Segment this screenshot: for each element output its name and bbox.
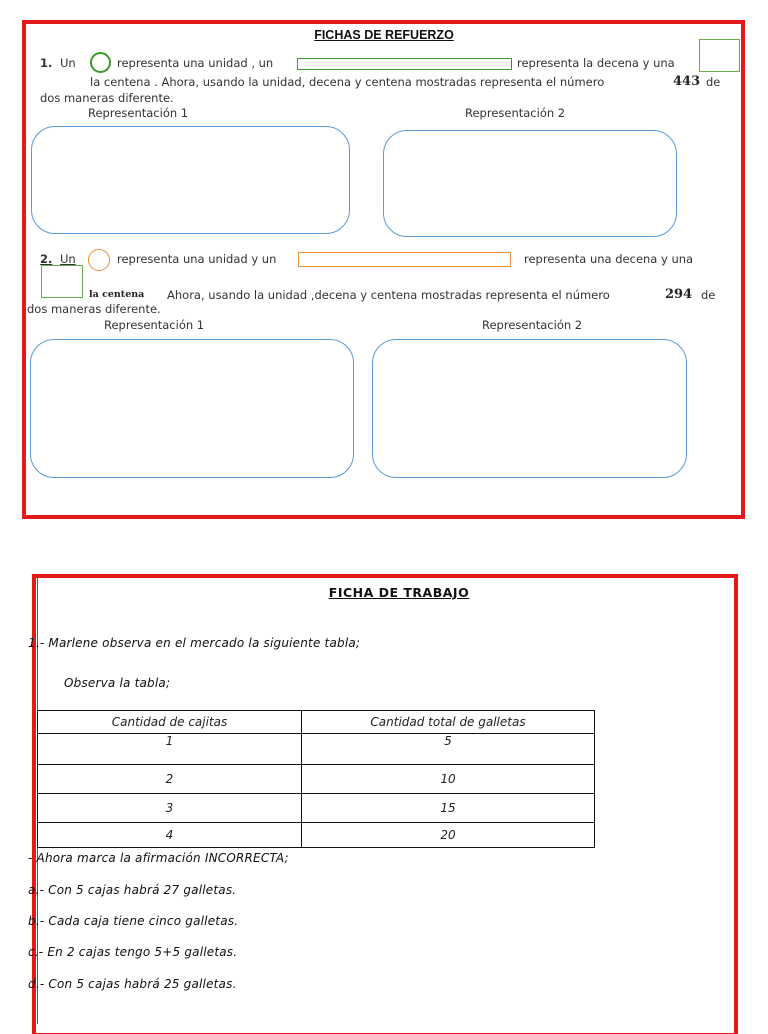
trabajo-title: FICHA DE TRABAJO: [328, 585, 470, 600]
q1-rep2-label: Representación 2: [465, 106, 566, 120]
q2-representation-2-box[interactable]: [372, 339, 687, 478]
q2-text-de: de: [701, 288, 716, 302]
table-row: [38, 734, 595, 765]
table-row: [38, 794, 595, 823]
hundred-square-icon: [41, 265, 83, 298]
unit-circle-icon: [88, 249, 110, 271]
refuerzo-title: FICHAS DE REFUERZO: [314, 28, 454, 42]
q2-text-un: Un: [60, 252, 76, 266]
table-row: [38, 823, 595, 848]
cookie-table: [37, 710, 595, 848]
hundred-square-icon: [699, 39, 740, 72]
table-cell: 15: [302, 794, 595, 823]
table-row: [38, 765, 595, 794]
q2-text-decena: representa una decena y una: [524, 252, 694, 266]
q2-text-maneras: dos maneras diferente.: [27, 302, 161, 316]
q1-text-un: Un: [60, 56, 76, 70]
q1-text-maneras: dos maneras diferente.: [40, 91, 174, 105]
ten-bar-icon: [298, 252, 511, 267]
table-header-row: [38, 711, 595, 734]
option-c[interactable]: c.- En 2 cajas tengo 5+5 galletas.: [28, 945, 238, 959]
q2-number: 2.: [40, 252, 53, 266]
option-a[interactable]: a.- Con 5 cajas habrá 27 galletas.: [28, 883, 237, 897]
option-d[interactable]: d.- Con 5 cajas habrá 25 galletas.: [28, 977, 237, 991]
trabajo-question-intro: 1.- Marlene observa en el mercado la siguiente tabla;: [28, 636, 361, 650]
q2-target-number: 294: [665, 287, 693, 302]
table-cell: 10: [302, 765, 595, 794]
ten-bar-icon: [297, 58, 512, 70]
q1-text-centena: la centena . Ahora, usando la unidad, decena y centena mostradas representa el número: [90, 75, 605, 89]
q1-rep1-label: Representación 1: [88, 106, 189, 120]
q1-representation-2-box[interactable]: [383, 130, 677, 237]
unit-circle-icon: [90, 52, 111, 73]
table-header: Cantidad total de galletas: [302, 711, 595, 734]
table-header: Cantidad de cajitas: [38, 711, 302, 734]
q2-text-centena: la centena: [89, 289, 145, 300]
option-b[interactable]: b.- Cada caja tiene cinco galletas.: [28, 914, 239, 928]
q2-representation-1-box[interactable]: [30, 339, 354, 478]
q1-representation-1-box[interactable]: [31, 126, 350, 234]
q1-text-decena: representa la decena y una: [517, 56, 675, 70]
table-cell: 3: [38, 794, 302, 823]
table-cell: 1: [38, 734, 302, 765]
q1-text-de: de: [706, 75, 721, 89]
table-cell: 4: [38, 823, 302, 848]
trabajo-instruction: - Ahora marca la afirmación INCORRECTA;: [28, 851, 289, 865]
table-cell: 20: [302, 823, 595, 848]
q2-rep2-label: Representación 2: [482, 318, 583, 332]
q1-text-unidad: representa una unidad , un: [117, 56, 274, 70]
q2-text-ahora: Ahora, usando la unidad ,decena y centena mostradas representa el número: [167, 288, 610, 302]
table-cell: 5: [302, 734, 595, 765]
q1-number: 1.: [40, 56, 53, 70]
q2-rep1-label: Representación 1: [104, 318, 205, 332]
trabajo-observe-text: Observa la tabla;: [64, 676, 171, 690]
table-cell: 2: [38, 765, 302, 794]
q1-target-number: 443: [673, 74, 701, 89]
q2-text-unidad: representa una unidad y un: [117, 252, 277, 266]
